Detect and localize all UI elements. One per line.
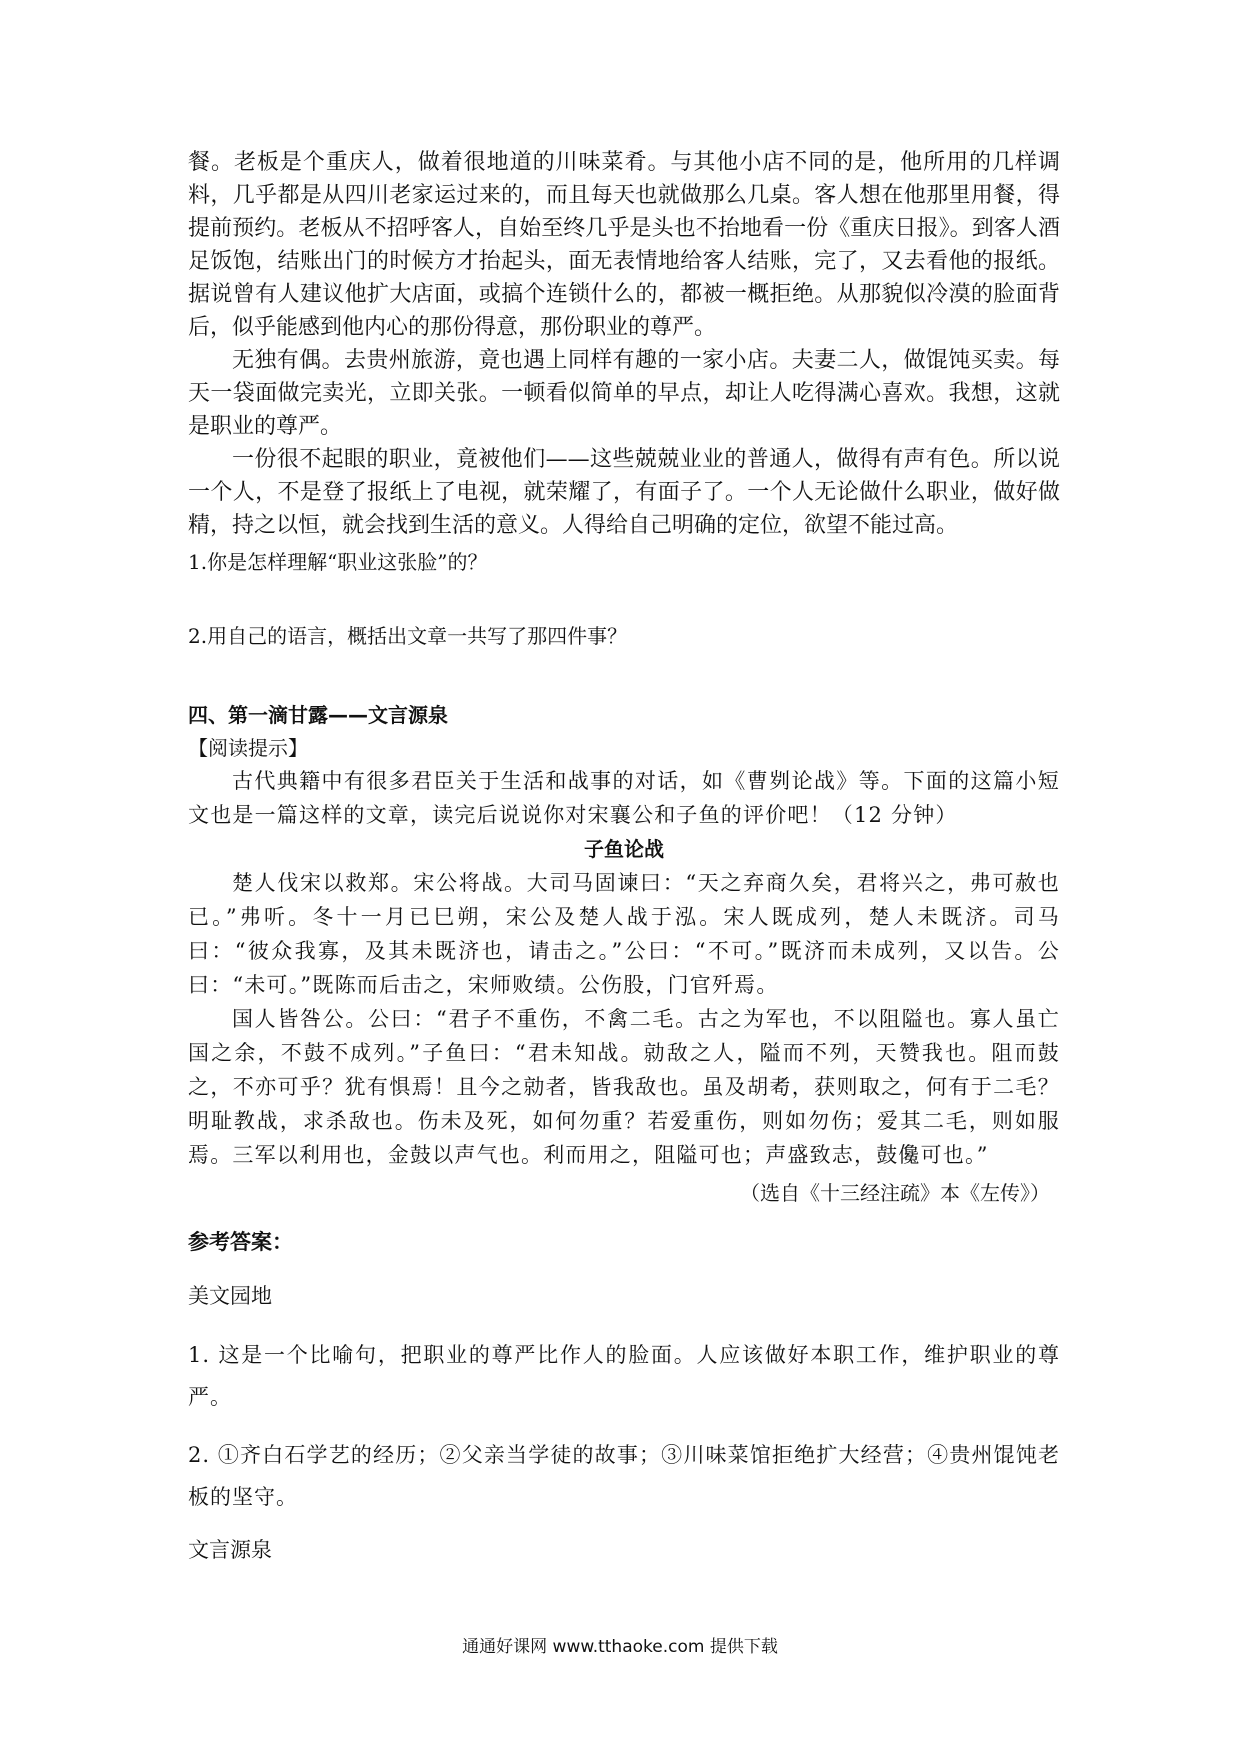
answers-subheading-essay: 美文园地: [188, 1284, 272, 1308]
answers-subheading-classical: 文言源泉: [188, 1538, 272, 1562]
footer-credit: 通通好课网 www.tthaoke.com 提供下载: [462, 1637, 778, 1657]
section-title: 四、第一滴甘露——文言源泉: [188, 703, 448, 727]
passage-paragraph-2: 无独有偶。去贵州旅游，竟也遇上同样有趣的一家小店。夫妻二人，做馄饨买卖。每天一袋面做完卖光，立即关张。一顿看似简单的早点，却让人吃得满心喜欢。我想，这就是职业的尊严。: [188, 348, 1060, 439]
passage-paragraph-1: 餐。老板是个重庆人，做着很地道的川味菜肴。与其他小店不同的是，他所用的几样调料，几乎都是从四川老家运过来的，而且每天也就做那么几桌。客人想在他那里用餐，得提前预约。老板从不招呼客人，自始至终几乎是头也不抬地看一份《重庆日报》。到客人酒足饭饱，结账出门的时候方才抬起头，面无表情地给客人结账，完了，又去看他的报纸。据说曾有人建议他扩大店面，或搞个连锁什么的，都被一概拒绝。从那貌似冷漠的脸面背后，似乎能感到他内心的那份得意，那份职业的尊严。: [188, 150, 1060, 340]
reading-hint-label: 【阅读提示】: [188, 736, 308, 760]
page-content: [188, 146, 1060, 1566]
answers-heading: 参考答案：: [188, 1230, 293, 1254]
question-2: 2.用自己的语言，概括出文章一共写了那四件事？: [188, 624, 628, 648]
classical-paragraph-1: 楚人伐宋以救郑。宋公将战。大司马固谏曰：“天之弃商久矣，君将兴之，弗可赦也已。”弗听。冬十一月已巳朔，宋公及楚人战于泓。宋人既成列，楚人未既济。司马曰：“彼众我寡，及其未既济也，请击之。”公曰：“不可。”既济而未成列，又以告。公曰：“未可。”既陈而后击之，宋师败绩。公伤股，门官歼焉。: [188, 871, 1060, 997]
answer-1: 1. 这是一个比喻句，把职业的尊严比作人的脸面。人应该做好本职工作，维护职业的尊严。: [188, 1343, 1060, 1409]
classical-source: （选自《十三经注疏》本《左传》）: [740, 1181, 1050, 1205]
classical-paragraph-2: 国人皆咎公。公曰：“君子不重伤，不禽二毛。古之为军也，不以阻隘也。寡人虽亡国之余，不鼓不成列。”子鱼曰：“君未知战。勍敌之人，隘而不列，天赞我也。阻而鼓之，不亦可乎？犹有惧焉！且今之勍者，皆我敌也。虽及胡耇，获则取之，何有于二毛？明耻教战，求杀敌也。伤未及死，如何勿重？若爱重伤，则如勿伤；爱其二毛，则如服焉。三军以利用也，金鼓以声气也。利而用之，阻隘可也；声盛致志，鼓儳可也。”: [188, 1007, 1060, 1167]
reading-hint-text: 古代典籍中有很多君臣关于生活和战事的对话，如《曹刿论战》等。下面的这篇小短文也是一篇这样的文章，读完后说说你对宋襄公和子鱼的评价吧！（12 分钟）: [188, 769, 1060, 827]
classical-title: 子鱼论战: [584, 837, 664, 861]
answer-2: 2. ①齐白石学艺的经历；②父亲当学徒的故事；③川味菜馆拒绝扩大经营；④贵州馄饨老板的坚守。: [188, 1443, 1060, 1509]
question-1: 1.你是怎样理解“职业这张脸”的？: [188, 550, 488, 574]
passage-paragraph-3: 一份很不起眼的职业，竟被他们——这些兢兢业业的普通人，做得有声有色。所以说一个人，不是登了报纸上了电视，就荣耀了，有面子了。一个人无论做什么职业，做好做精，持之以恒，就会找到生活的意义。人得给自己明确的定位，欲望不能过高。: [188, 447, 1060, 538]
